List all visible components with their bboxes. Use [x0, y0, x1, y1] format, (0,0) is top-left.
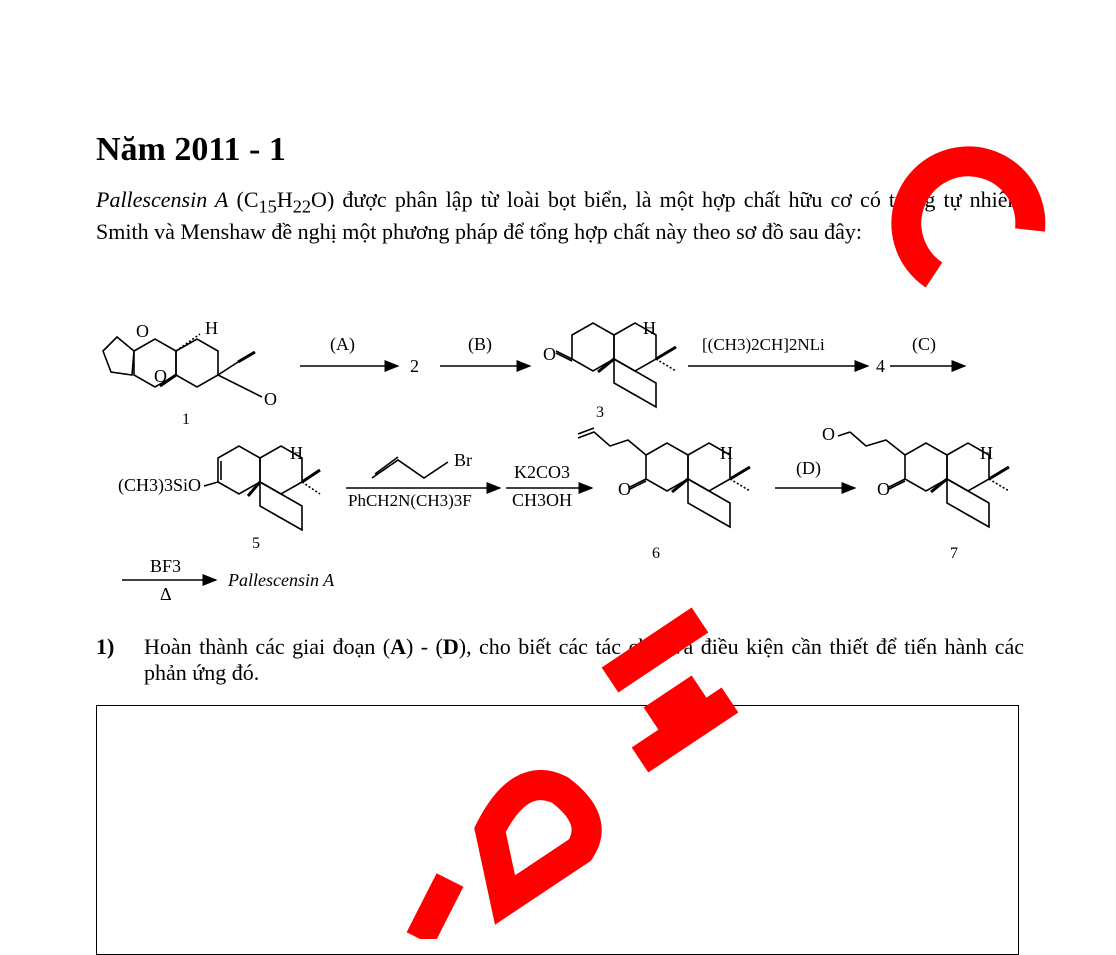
label-D: (D) [796, 458, 821, 478]
question-number: 1) [96, 634, 115, 659]
atom-O: O [822, 424, 835, 444]
label-C: (C) [912, 334, 936, 354]
compound-7-label: 7 [950, 545, 958, 562]
atom-O: O [154, 366, 167, 386]
question-text-part: ), cho biết các tác chất và điều kiện cần thiết để tiến hành các phản ứng đó. [144, 634, 1025, 685]
question-text [144, 634, 1024, 686]
atom-O: O [618, 479, 631, 499]
question-bold-D: D [442, 634, 459, 659]
solvent-CH3OH: CH3OH [512, 490, 573, 510]
formula-c-sub: 15 [258, 196, 277, 217]
reagent-heat: Δ [160, 584, 172, 604]
atom-O: O [264, 389, 277, 409]
formula-o: O [311, 187, 327, 212]
reagent-LDA: [(CH3)2CH]2NLi [702, 335, 825, 354]
reagent-fluoride: PhCH2N(CH3)3F [348, 491, 472, 510]
intro-text: ) được phân lập từ loài bọt biển, là một hợp chất hữu cơ có trong tự nhiên. Smith và Menshaw đề nghị một phương pháp để tổng hợp chất này theo sơ đồ sau đây: [96, 187, 1025, 245]
product-2: 2 [410, 356, 419, 376]
compound-name: Pallescensin A [96, 187, 229, 212]
reagent-BF3: BF3 [150, 556, 182, 576]
page-title: Năm 2011 - 1 [96, 131, 286, 168]
atom-H: H [980, 443, 993, 463]
atom-O: O [877, 479, 890, 499]
compound-1-label: 1 [182, 411, 190, 428]
question-text-part: ) - ( [406, 634, 443, 659]
label-A: (A) [330, 334, 355, 354]
answer-box[interactable] [96, 705, 1019, 955]
question-text-part: Hoàn thành các giai đoạn ( [144, 634, 391, 659]
compound-1-structure [103, 334, 262, 397]
atom-H: H [290, 443, 303, 463]
atom-H: H [205, 318, 218, 338]
silyl-group: (CH3)3SiO [118, 475, 202, 495]
formula-c: C [243, 187, 259, 212]
compound-6-label: 6 [652, 545, 660, 562]
label-B: (B) [468, 334, 492, 354]
product-4: 4 [876, 356, 885, 376]
atom-H: H [643, 318, 656, 338]
allyl-bromide-structure [372, 460, 448, 478]
atom-O: O [136, 321, 149, 341]
base-K2CO3: K2CO3 [514, 462, 571, 482]
question-bold-A: A [390, 634, 406, 659]
compound-5-label: 5 [252, 535, 260, 552]
compound-3-label: 3 [596, 404, 604, 421]
formula-h: H [276, 187, 293, 212]
atom-O: O [543, 344, 556, 364]
reagent-bromide: Br [454, 450, 472, 470]
atom-H: H [720, 443, 733, 463]
product-pallescensin: Pallescensin A [228, 570, 335, 590]
formula-h-sub: 22 [292, 196, 312, 217]
intro-paragraph: Pallescensin A $(C_{15}H_{22}O)$ được phân lập từ loài bọt biển, là một hợp chất hữu cơ có trong tự nhiên. Smith và Menshaw đề nghị một phương pháp để tổng hợp chất này theo sơ đồ sau đây: [96, 187, 1025, 245]
compound-3-structure [556, 323, 676, 407]
